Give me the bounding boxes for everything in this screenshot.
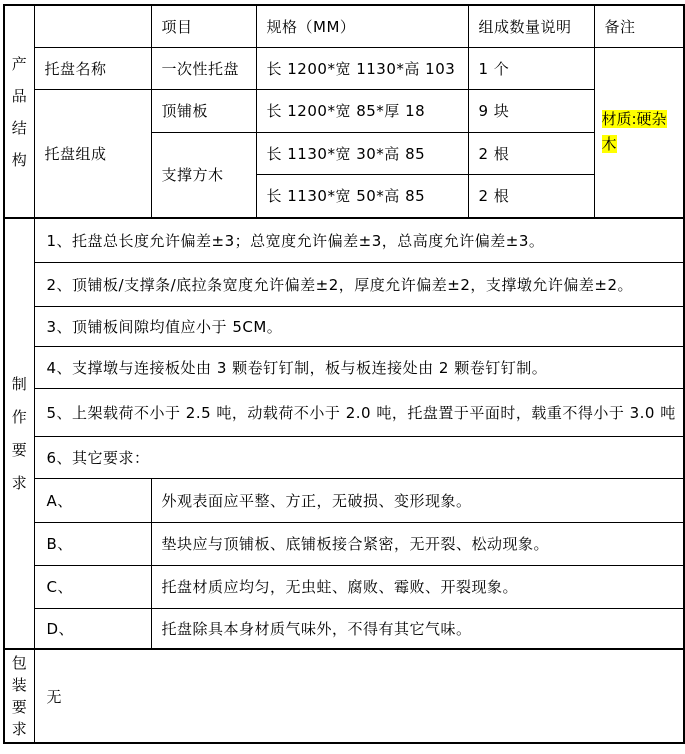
making-sub-text-a: 外观表面应平整、方正，无破损、变形现象。 bbox=[151, 478, 684, 522]
support-wood-spec-2: 长 1130*宽 50*高 85 bbox=[256, 174, 468, 218]
pallet-name-spec: 长 1200*宽 1130*高 103 bbox=[256, 47, 468, 89]
header-qty: 组成数量说明 bbox=[468, 5, 594, 47]
top-board-item: 顶铺板 bbox=[151, 89, 256, 132]
making-sub-key-b: B、 bbox=[34, 522, 151, 565]
making-rule-6: 6、其它要求： bbox=[34, 436, 684, 478]
support-wood-qty-1: 2 根 bbox=[468, 132, 594, 174]
making-rule-5: 5、上架载荷不小于 2.5 吨，动载荷不小于 2.0 吨，托盘置于平面时，载重不得小于 3.0 吨 bbox=[34, 388, 684, 436]
vertical-label-text: 包装要求 bbox=[11, 654, 27, 738]
pallet-name-item: 一次性托盘 bbox=[151, 47, 256, 89]
pallet-spec-table bbox=[3, 4, 685, 744]
section-label-packing bbox=[4, 649, 34, 743]
support-wood-qty-2: 2 根 bbox=[468, 174, 594, 218]
pallet-name-label: 托盘名称 bbox=[34, 47, 151, 89]
top-board-spec: 长 1200*宽 85*厚 18 bbox=[256, 89, 468, 132]
note-material-cell bbox=[594, 47, 684, 218]
header-item: 项目 bbox=[151, 5, 256, 47]
support-wood-item: 支撑方木 bbox=[151, 132, 256, 218]
making-rule-1: 1、托盘总长度允许偏差±3；总宽度允许偏差±3，总高度允许偏差±3。 bbox=[34, 218, 684, 262]
vertical-label-text: 制作要求 bbox=[11, 374, 27, 492]
making-sub-key-d: D、 bbox=[34, 608, 151, 649]
making-sub-key-c: C、 bbox=[34, 565, 151, 608]
making-sub-text-b: 垫块应与顶铺板、底铺板接合紧密，无开裂、松动现象。 bbox=[151, 522, 684, 565]
composition-label: 托盘组成 bbox=[34, 89, 151, 218]
section-label-product-structure bbox=[4, 5, 34, 218]
making-sub-key-a: A、 bbox=[34, 478, 151, 522]
vertical-label-text: 产品结构 bbox=[11, 54, 27, 169]
material-highlight: 材质:硬杂木 bbox=[601, 110, 667, 154]
packing-value: 无 bbox=[34, 649, 684, 743]
making-rule-3: 3、顶铺板间隙均值应小于 5CM。 bbox=[34, 306, 684, 346]
header-blank-cell bbox=[34, 5, 151, 47]
making-sub-text-c: 托盘材质应均匀，无虫蛀、腐败、霉败、开裂现象。 bbox=[151, 565, 684, 608]
making-rule-2: 2、顶铺板/支撑条/底拉条宽度允许偏差±2，厚度允许偏差±2，支撑墩允许偏差±2。 bbox=[34, 262, 684, 306]
making-rule-4: 4、支撑墩与连接板处由 3 颗卷钉钉制，板与板连接处由 2 颗卷钉钉制。 bbox=[34, 346, 684, 388]
making-sub-text-d: 托盘除具本身材质气味外，不得有其它气味。 bbox=[151, 608, 684, 649]
header-note: 备注 bbox=[594, 5, 684, 47]
top-board-qty: 9 块 bbox=[468, 89, 594, 132]
support-wood-spec-1: 长 1130*宽 30*高 85 bbox=[256, 132, 468, 174]
header-spec: 规格（MM） bbox=[256, 5, 468, 47]
section-label-making bbox=[4, 218, 34, 649]
pallet-name-qty: 1 个 bbox=[468, 47, 594, 89]
